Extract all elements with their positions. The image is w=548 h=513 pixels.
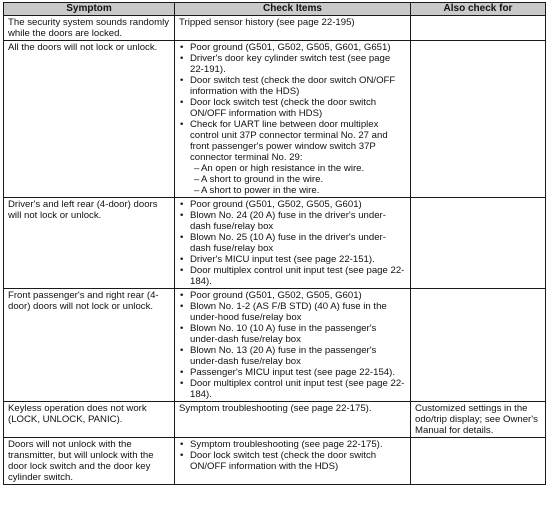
table-row <box>4 289 546 402</box>
table-row <box>4 16 546 41</box>
table-row <box>4 198 546 289</box>
check-item <box>179 75 406 97</box>
check-item <box>179 53 406 75</box>
check-items-cell <box>175 402 411 438</box>
check-item-text: Door switch test (check the door switch ON/OFF information with the HDS) <box>190 75 396 97</box>
check-item <box>179 97 406 119</box>
table-header <box>4 3 546 16</box>
also-check-cell <box>411 198 546 289</box>
symptom-cell: The security system sounds randomly while the doors are locked. <box>4 16 175 41</box>
check-item-text: Blown No. 25 (10 A) fuse in the driver's under-dash fuse/relay box <box>190 232 386 254</box>
check-item-text: Blown No. 24 (20 A) fuse in the driver's under-dash fuse/relay box <box>190 210 386 232</box>
check-item-text: Check for UART line between door multiplex control unit 37P connector terminal No. 27 and front passenger's power window switch 37P connector terminal No. 29: <box>190 119 388 163</box>
symptom-cell: All the doors will not lock or unlock. <box>4 41 175 198</box>
check-item-text: Poor ground (G501, G502, G505, G601) <box>190 199 362 210</box>
table-row <box>4 402 546 438</box>
check-item <box>179 301 406 323</box>
check-item-text: Door multiplex control unit input test (see page 22-184). <box>190 378 405 400</box>
also-check-cell <box>411 289 546 402</box>
check-item-list <box>179 199 406 287</box>
check-item <box>179 119 406 196</box>
check-items-cell <box>175 41 411 198</box>
check-item-text: Passenger's MICU input test (see page 22-154). <box>190 367 396 378</box>
symptom-cell: Driver's and left rear (4-door) doors will not lock or unlock. <box>4 198 175 289</box>
check-item <box>179 210 406 232</box>
check-item-text: Tripped sensor history (see page 22-195) <box>179 17 355 28</box>
symptom-cell: Doors will not unlock with the transmitter, but will unlock with the door lock switch and the door key cylinder switch. <box>4 438 175 485</box>
check-item-text: Poor ground (G501, G502, G505, G601, G651) <box>190 42 391 53</box>
symptom-cell: Front passenger's and right rear (4-door) doors will not lock or unlock. <box>4 289 175 402</box>
check-item-text: Door lock switch test (check the door switch ON/OFF information with HDS) <box>190 97 377 119</box>
check-item-list <box>179 42 406 196</box>
check-item-text: Door lock switch test (check the door switch ON/OFF information with the HDS) <box>190 450 377 472</box>
check-item-text: Blown No. 1-2 (AS F/B STD) (40 A) fuse in the under-hood fuse/relay box <box>190 301 387 323</box>
sub-item: – A short to power in the wire. <box>194 185 406 196</box>
symptom-cell: Keyless operation does not work (LOCK, UNLOCK, PANIC). <box>4 402 175 438</box>
sub-item-list <box>190 163 406 196</box>
also-check-cell: Customized settings in the odo/trip display; see Owner's Manual for details. <box>411 402 546 438</box>
also-check-cell <box>411 438 546 485</box>
table-row <box>4 438 546 485</box>
also-check-cell <box>411 41 546 198</box>
check-items-cell <box>175 289 411 402</box>
sub-item: – An open or high resistance in the wire. <box>194 163 406 174</box>
check-items-cell <box>175 16 411 41</box>
table-row <box>4 41 546 198</box>
also-check-cell <box>411 16 546 41</box>
check-item <box>179 265 406 287</box>
check-item-text: Poor ground (G501, G502, G505, G601) <box>190 290 362 301</box>
check-item <box>179 367 406 378</box>
check-item <box>179 254 406 265</box>
check-item <box>179 199 406 210</box>
check-item-text: Blown No. 13 (20 A) fuse in the passenger's under-dash fuse/relay box <box>190 345 377 367</box>
check-item-text: Blown No. 10 (10 A) fuse in the passenger's under-dash fuse/relay box <box>190 323 377 345</box>
check-items-cell <box>175 438 411 485</box>
check-item-text: Symptom troubleshooting (see page 22-175). <box>190 439 383 450</box>
check-item-list <box>179 439 406 472</box>
check-item <box>179 42 406 53</box>
check-item <box>179 323 406 345</box>
header-also-check: Also check for <box>411 3 546 16</box>
check-item-text: Driver's MICU input test (see page 22-151). <box>190 254 375 265</box>
check-item-text: Door multiplex control unit input test (see page 22-184). <box>190 265 405 287</box>
check-item <box>179 290 406 301</box>
check-item-text: Symptom troubleshooting (see page 22-175). <box>179 403 372 414</box>
header-symptom: Symptom <box>4 3 175 16</box>
check-item <box>179 232 406 254</box>
header-row <box>4 3 546 16</box>
header-check-items: Check Items <box>175 3 411 16</box>
table-body <box>4 16 546 485</box>
check-item <box>179 450 406 472</box>
check-item <box>179 378 406 400</box>
check-item <box>179 345 406 367</box>
check-items-cell <box>175 198 411 289</box>
check-item-text: Driver's door key cylinder switch test (see page 22-191). <box>190 53 391 75</box>
check-item <box>179 439 406 450</box>
troubleshooting-table <box>3 2 546 485</box>
sub-item: – A short to ground in the wire. <box>194 174 406 185</box>
check-item-list <box>179 290 406 400</box>
